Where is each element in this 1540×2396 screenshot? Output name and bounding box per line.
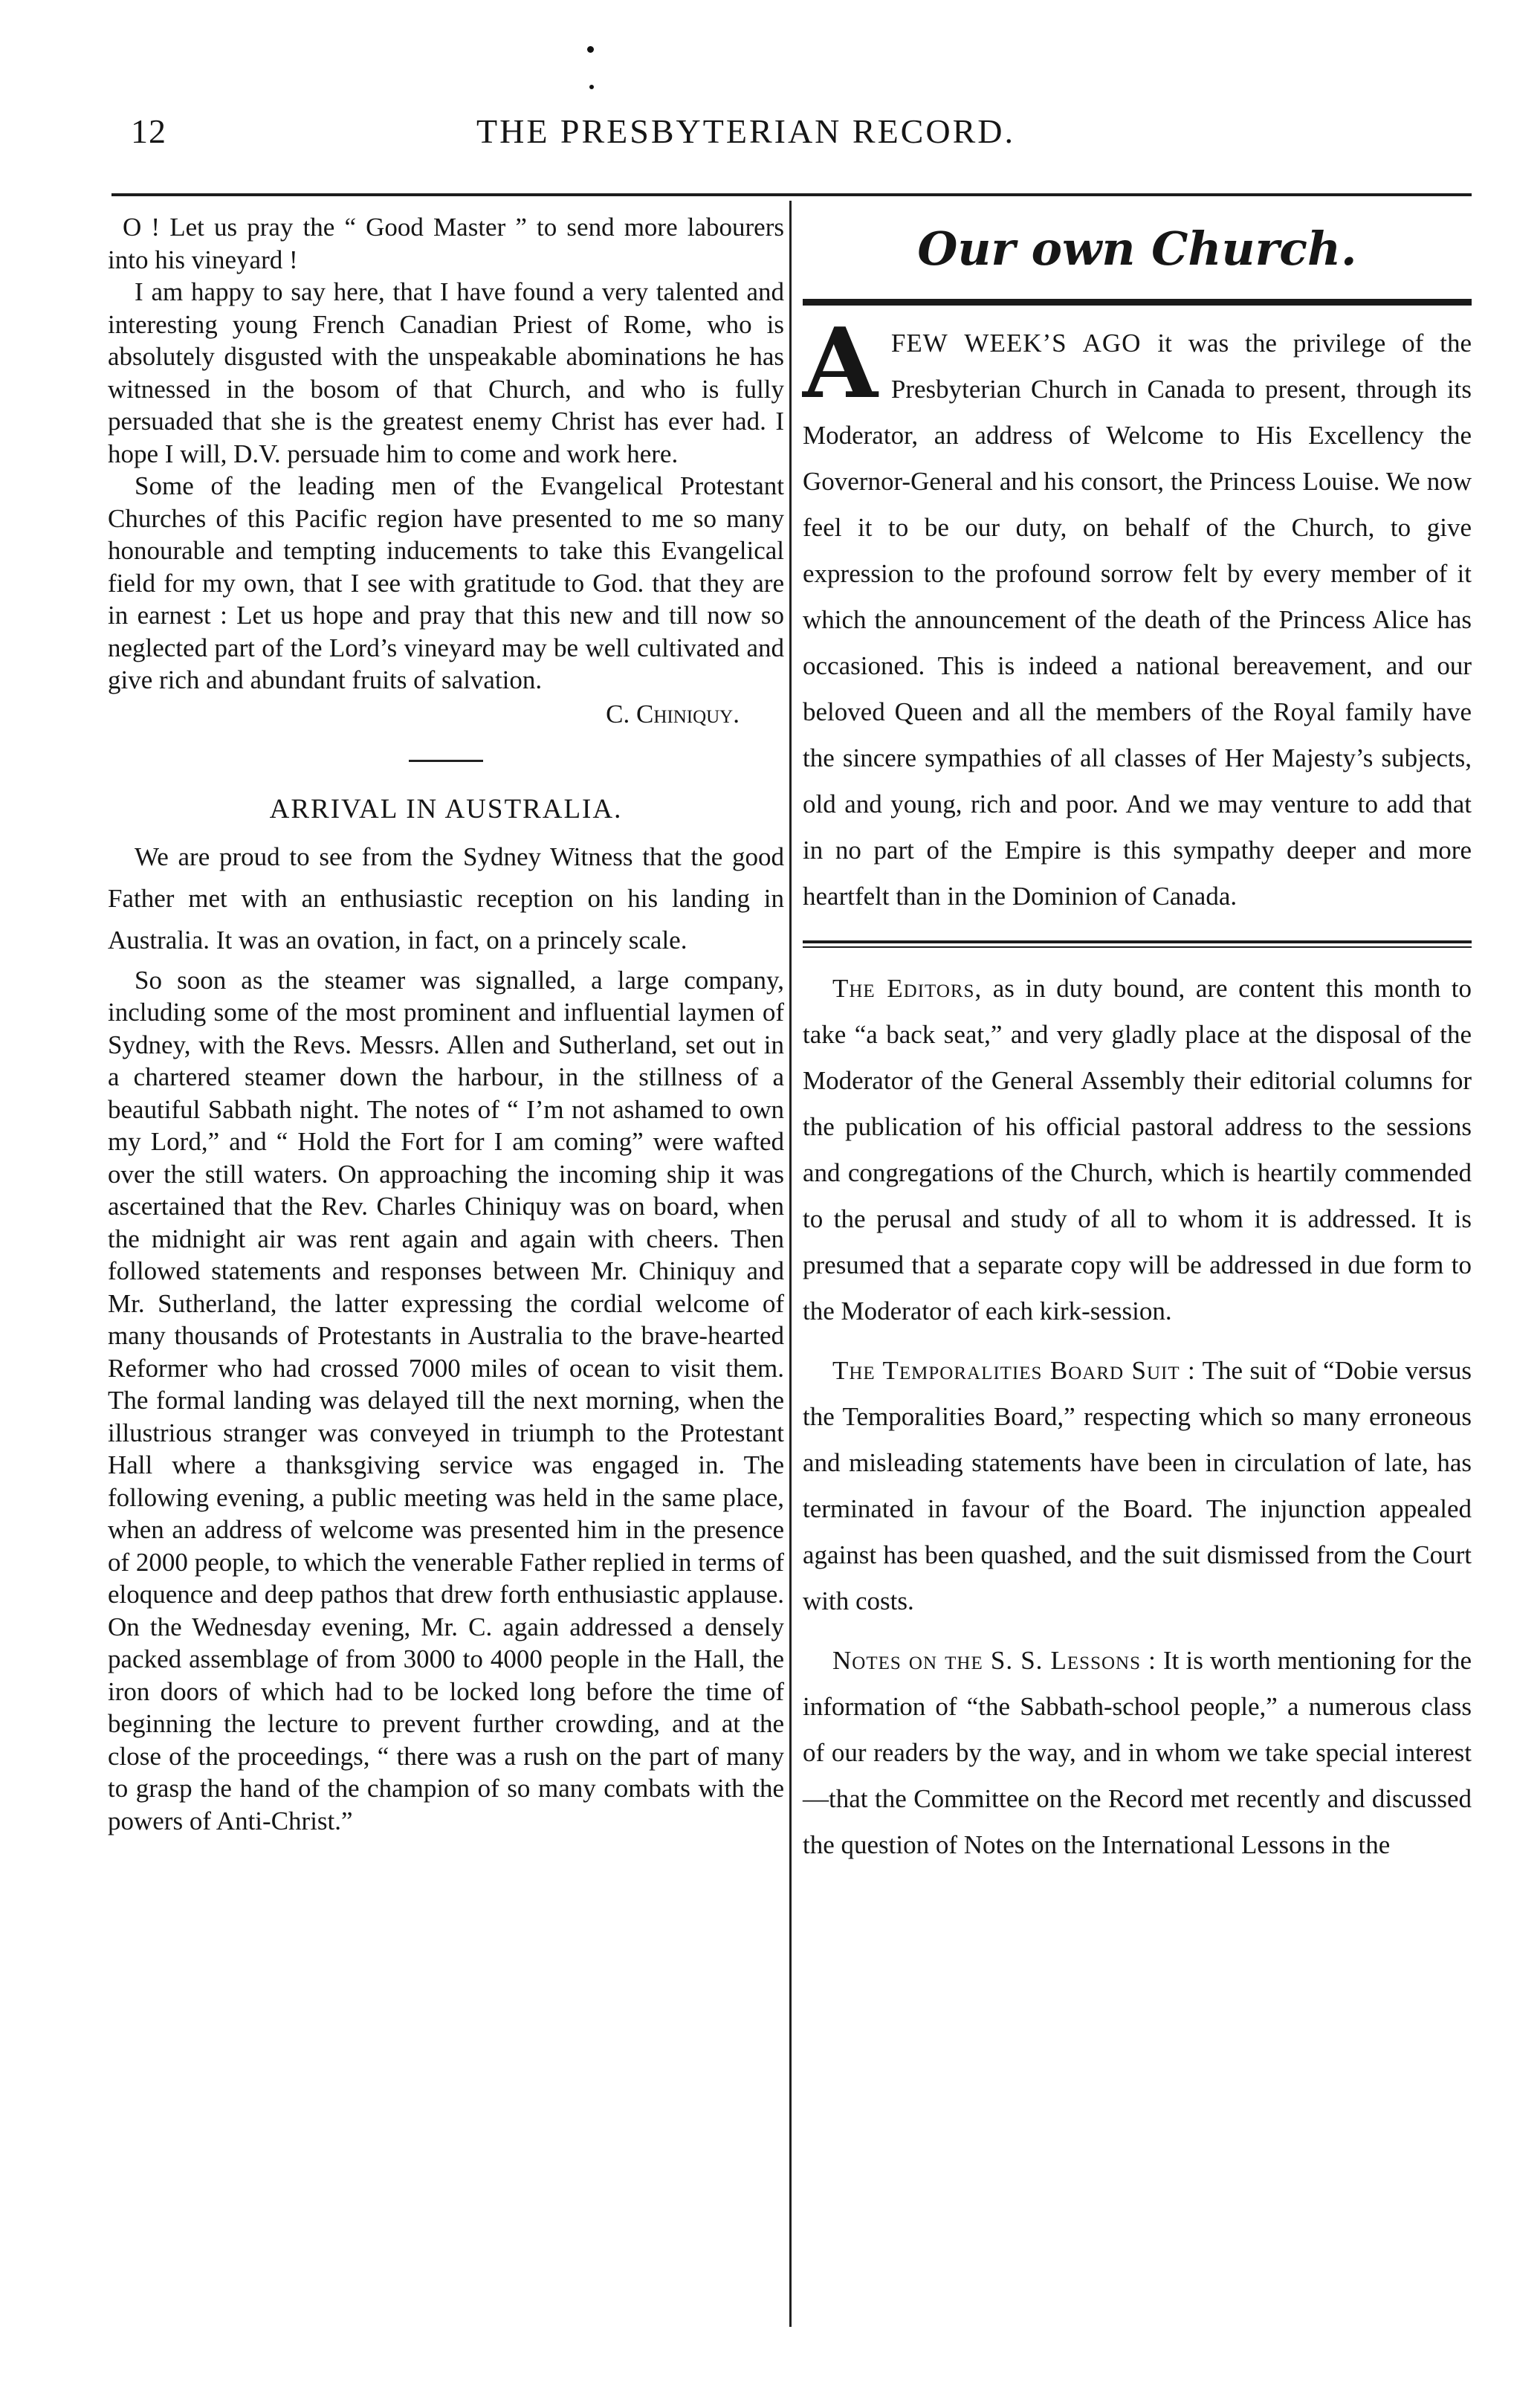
page-header — [131, 112, 1469, 165]
paragraph — [803, 1638, 1472, 1868]
right-column — [803, 211, 1472, 1868]
paragraph: So soon as the steamer was signalled, a large company, including some of the most prominent and influential laymen of Sydney, with the Revs. Messrs. Allen and Sutherland, set out in a chartered steamer down the harbour, in the stillness of a beautiful Sabbath night. The notes of “ I’m not ashamed to own my Lord,” and “ Hold the Fort for I am coming” were wafted over the still waters. On approaching the incoming ship it was ascertained that the Rev. Charles Chiniquy was on board, when the midnight air was rent again and again with cheers. Then followed statements and responses between Mr. Chiniquy and Mr. Sutherland, the latter expressing the cordial welcome of many thousands of Protestants in Australia to the brave-hearted Reformer who had crossed 7000 miles of ocean to visit them. The formal landing was delayed till the next morning, when the illustrious stranger was conveyed in triumph to the Protestant Hall where a thanksgiving service was engaged in. The following evening, a public meeting was held in the same place, when an address of welcome was presented him in the presence of 2000 people, to which the venerable Father replied in terms of eloquence and deep pathos that drew forth enthusiastic applause. On the Wednesday evening, Mr. C. again addressed a densely packed assemblage of from 3000 to 4000 people in the Hall, the iron doors of which had to be locked long before the time of beginning the lecture to prevent further crowding, and at the close of the proceedings, “ there was a rush on the part of many to grasp the hand of the champion of so many combats with the powers of Anti-Christ.” — [108, 965, 784, 1835]
lead-in: The Temporalities Board Suit : — [832, 1356, 1196, 1385]
section-rule — [803, 940, 1472, 948]
paragraph — [803, 966, 1472, 1334]
header-rule — [111, 193, 1472, 196]
paragraph: I am happy to say here, that I have found a very talented and interesting young French Canadian Priest of Rome, who is absolutely disgusted with the unspeakable abominations he has witnessed in the bosom of that Church, and who is fully persuaded that she is the greatest enemy Christ has ever had. I hope I will, D.V. persuade him to come and work here. — [108, 277, 784, 468]
article-heading: ARRIVAL IN AUSTRALIA. — [269, 794, 623, 824]
lead-in: FEW WEEK’S AGO — [890, 329, 1142, 358]
paragraph: O ! Let us pray the “ Good Master ” to send more labourers into his vineyard ! — [108, 213, 784, 274]
paragraph-text: The suit of “Dobie versus the Temporalities Board,” respecting which so many erroneous and misleading statements have been in circulation of late, has terminated in favour of the Board. The injunction appealed against has been quashed, and the suit dismissed from the Court with costs. — [803, 1356, 1472, 1615]
lead-in: The Editors, — [832, 974, 983, 1003]
paragraph-text: It is worth mentioning for the information of “the Sabbath-school people,” a numerous class of our readers by the way, and in whom we take special interest—that the Committee on the Record met recently and discussed the question of Notes on the International Lessons in the — [803, 1646, 1472, 1859]
paragraph: We are proud to see from the Sydney Witness that the good Father met with an enthusiastic reception on his landing in Australia. It was an ovation, in fact, on a princely scale. — [108, 842, 784, 955]
paragraph — [803, 306, 1472, 920]
paragraph-text: it was the privilege of the Presbyterian Church in Canada to present, through its Moderator, an address of Welcome to His Excellency the Governor-General and his consort, the Princess Louise. We now feel it to be our duty, on behalf of the Church, to give expression to the profound sorrow felt by every member of it which the announcement of the death of the Princess Alice has occasioned. This is indeed a national bereavement, and our beloved Queen and all the members of the Royal family have the sincere sympathies of all classes of Her Majesty’s subjects, old and young, rich and poor. And we may venture to add that in no part of the Empire is this sympathy deeper and more heartfelt than in the Dominion of Canada. — [803, 329, 1472, 911]
section-title: Our own Church. — [917, 222, 1357, 276]
ink-speck — [589, 85, 594, 89]
section-rule — [803, 299, 1472, 306]
section-divider — [409, 760, 483, 762]
signature: C. Chiniquy. — [606, 699, 740, 729]
page-number: 12 — [131, 112, 166, 150]
lead-in: Notes on the S. S. Lessons : — [832, 1646, 1156, 1675]
spacer — [803, 1624, 1472, 1638]
paragraph — [803, 1348, 1472, 1624]
paragraph: Some of the leading men of the Evangelical Protestant Churches of this Pacific region have presented to me so many honourable and tempting inducements to take this Evangelical field for my own, that I see with gratitude to God. that they are in earnest : Let us hope and pray that this new and till now so neglected part of the Lord’s vineyard may be well cultivated and give rich and abundant fruits of salvation. — [108, 471, 784, 694]
drop-cap: A — [803, 306, 878, 420]
spacer — [803, 1334, 1472, 1348]
publication-title: THE PRESBYTERIAN RECORD. — [476, 112, 1015, 150]
ink-speck — [587, 46, 594, 53]
paragraph-text: as in duty bound, are content this month to take “a back seat,” and very gladly place at the disposal of the Moderator of the General Assembly their editorial columns for the publication of his official pastoral address to the sessions and congregations of the Church, which is heartily commended to the perusal and study of all to whom it is addressed. It is presumed that a separate copy will be addressed in due form to the Moderator of each kirk-session. — [803, 974, 1472, 1325]
column-divider — [789, 201, 792, 2327]
left-column — [108, 211, 784, 1837]
